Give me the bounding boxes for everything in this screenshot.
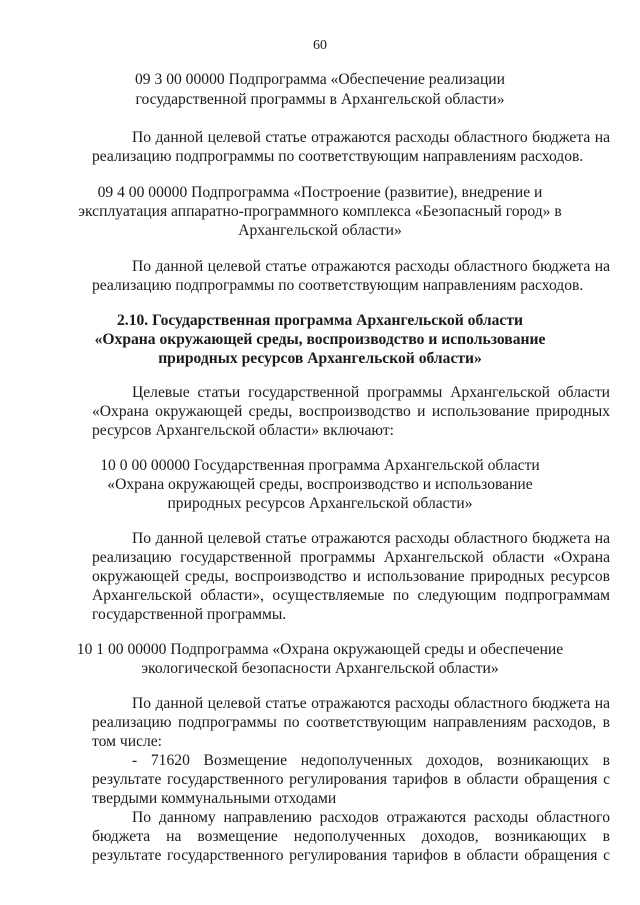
text-line: «Охрана окружающей среды, воспроизводство и использование природных [92,403,610,420]
text-line: Целевые статьи государственной программы Архангельской области [132,384,610,401]
text-line: государственной программы. [92,606,287,623]
text-line: природных ресурсов Архангельской области» [167,495,473,512]
text-line: твердыми коммунальными отходами [92,790,337,807]
text-line: результате государственного регулирования тарифов в области обращения с [92,847,610,864]
text-line: 09 4 00 00000 Подпрограмма «Построение (развитие), внедрение и [97,184,543,201]
text-line: природных ресурсов Архангельской области» [158,350,482,367]
text-line: 09 3 00 00000 Подпрограмма «Обеспечение реализации [135,71,505,88]
text-line: бюджета на возмещение недополученных доходов, возникающих в [92,828,610,845]
text-line: «Охрана окружающей среды, воспроизводство и использование [94,331,546,348]
text-line: эксплуатация аппаратно-программного комплекса «Безопасный город» в [78,203,562,220]
text-line: государственной программы в Архангельской области» [135,91,505,108]
text-line: реализацию подпрограммы по соответствующим направлениям расходов. [92,277,584,294]
text-line: По данной целевой статье отражаются расходы областного бюджета на [132,530,610,547]
list-item: - 71620 Возмещение недополученных доходов, возникающих в [132,752,610,769]
text-line: реализацию подпрограммы по соответствующим направлениям расходов. [92,148,584,165]
text-line: По данной целевой статье отражаются расходы областного бюджета на [132,258,610,275]
text-line: 2.10. Государственная программа Архангельской области [117,312,523,329]
page-number: 60 [313,38,327,53]
text-line: том числе: [92,733,163,750]
text-line: По данной целевой статье отражаются расходы областного бюджета на [132,695,610,712]
text-line: 10 1 00 00000 Подпрограмма «Охрана окружающей среды и обеспечение [76,641,564,658]
text-line: По данному направлению расходов отражаются расходы областного [132,809,610,826]
text-line: ресурсов Архангельской области» включают: [92,422,395,439]
text-line: Архангельской области» [238,222,402,239]
text-line: результате государственного регулирования тарифов в области обращения с [92,771,610,788]
text-line: Архангельской области», осуществляемые по следующим подпрограммам [92,587,610,604]
text-line: реализацию государственной программы Архангельской области «Охрана [92,549,610,566]
text-line: «Охрана окружающей среды, воспроизводство и использование [107,476,533,493]
text-line: реализацию подпрограммы по соответствующим направлениям расходов, в [92,714,610,731]
text-line: окружающей среды, воспроизводство и использование природных ресурсов [92,568,610,585]
text-line: экологической безопасности Архангельской области» [141,660,499,677]
text-line: По данной целевой статье отражаются расходы областного бюджета на [132,129,610,146]
text-line: 10 0 00 00000 Государственная программа Архангельской области [100,457,540,474]
